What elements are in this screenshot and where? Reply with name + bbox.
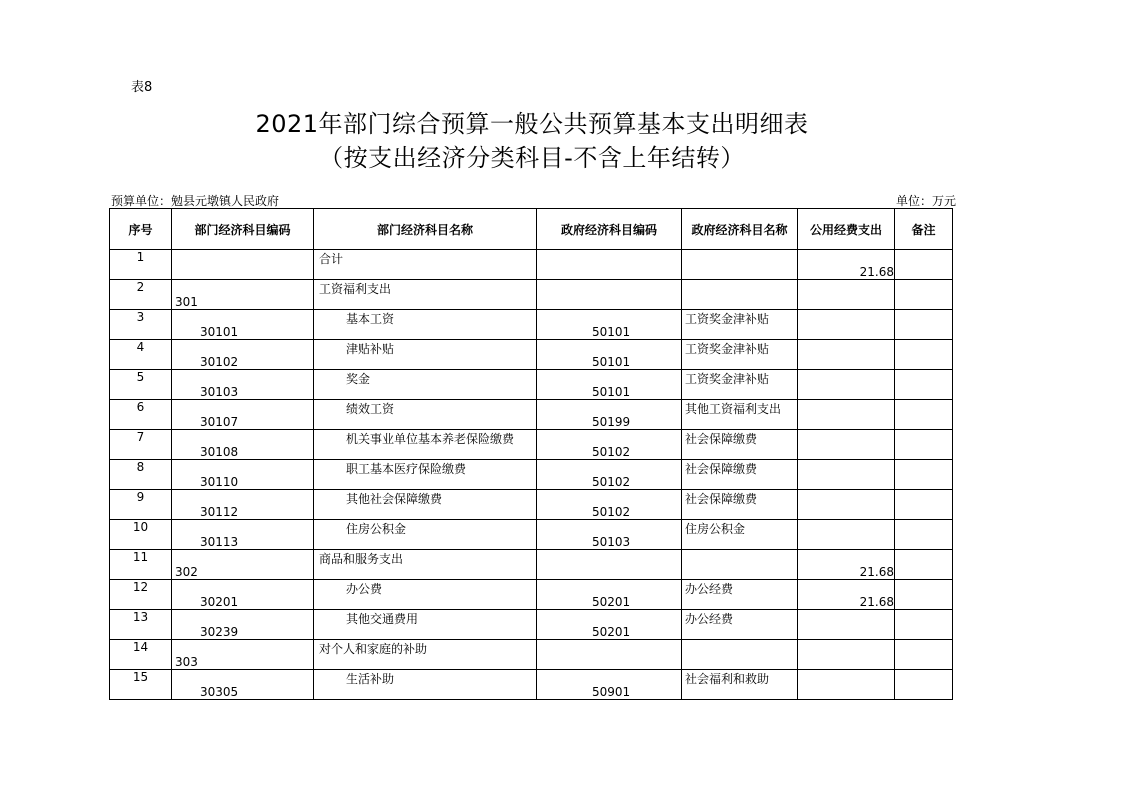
cell-no: 14 xyxy=(110,640,172,670)
dept-code-text: 30101 xyxy=(200,325,239,339)
cell-no: 10 xyxy=(110,520,172,550)
cell-amount xyxy=(798,520,895,550)
table-row xyxy=(110,550,953,580)
gov-name-text: 工资奖金津补贴 xyxy=(685,342,770,356)
cell-no: 4 xyxy=(110,340,172,370)
dept-code-text: 302 xyxy=(175,565,198,579)
cell-amount xyxy=(798,670,895,700)
cell-gov-code xyxy=(537,280,682,310)
table-row xyxy=(110,670,953,700)
cell-note xyxy=(895,670,953,700)
cell-dept-name xyxy=(314,310,537,340)
table-row xyxy=(110,460,953,490)
table-row xyxy=(110,310,953,340)
header-dept-code: 部门经济科目编码 xyxy=(172,209,314,250)
cell-gov-name xyxy=(682,280,798,310)
cell-amount: 21.68 xyxy=(798,550,895,580)
cell-dept-code xyxy=(172,580,314,610)
cell-gov-code xyxy=(537,490,682,520)
cell-amount xyxy=(798,610,895,640)
cell-dept-code xyxy=(172,460,314,490)
cell-gov-name xyxy=(682,340,798,370)
cell-gov-name xyxy=(682,250,798,280)
cell-note xyxy=(895,640,953,670)
table-row xyxy=(110,490,953,520)
dept-name-text: 其他社会保障缴费 xyxy=(346,492,443,506)
gov-name-text: 社会保障缴费 xyxy=(685,492,758,506)
cell-gov-code xyxy=(537,520,682,550)
table-row xyxy=(110,280,953,310)
header-dept-name: 部门经济科目名称 xyxy=(314,209,537,250)
gov-code-text: 50901 xyxy=(592,685,631,699)
table-row xyxy=(110,430,953,460)
cell-gov-name xyxy=(682,550,798,580)
page-title: 2021年部门综合预算一般公共预算基本支出明细表 xyxy=(255,110,809,138)
cell-amount xyxy=(798,460,895,490)
header-amount: 公用经费支出 xyxy=(798,209,895,250)
cell-gov-name xyxy=(682,580,798,610)
cell-no: 8 xyxy=(110,460,172,490)
dept-code-text: 301 xyxy=(175,295,198,309)
cell-dept-code xyxy=(172,340,314,370)
cell-gov-code xyxy=(537,460,682,490)
table-row xyxy=(110,580,953,610)
table-number: 表8 xyxy=(131,80,153,95)
cell-note xyxy=(895,370,953,400)
dept-name-text: 对个人和家庭的补助 xyxy=(319,642,428,656)
gov-code-text: 50102 xyxy=(592,445,631,459)
table-row xyxy=(110,400,953,430)
dept-name-text: 机关事业单位基本养老保险缴费 xyxy=(346,432,515,446)
page-subtitle: （按支出经济分类科目-不含上年结转） xyxy=(319,144,745,172)
cell-no: 13 xyxy=(110,610,172,640)
cell-dept-name xyxy=(314,460,537,490)
header-gov-code: 政府经济科目编码 xyxy=(537,209,682,250)
cell-note xyxy=(895,460,953,490)
cell-note xyxy=(895,430,953,460)
cell-no: 3 xyxy=(110,310,172,340)
header-gov-name: 政府经济科目名称 xyxy=(682,209,798,250)
table-row xyxy=(110,610,953,640)
cell-amount xyxy=(798,340,895,370)
gov-name-text: 其他工资福利支出 xyxy=(685,402,782,416)
cell-note xyxy=(895,310,953,340)
cell-note xyxy=(895,280,953,310)
dept-code-text: 30102 xyxy=(200,355,239,369)
cell-amount xyxy=(798,490,895,520)
gov-code-text: 50101 xyxy=(592,325,631,339)
cell-no: 7 xyxy=(110,430,172,460)
dept-name-text: 住房公积金 xyxy=(346,522,407,536)
cell-dept-name xyxy=(314,400,537,430)
budget-detail-table xyxy=(109,208,953,700)
header-note: 备注 xyxy=(895,209,953,250)
cell-gov-name xyxy=(682,520,798,550)
header-no: 序号 xyxy=(110,209,172,250)
gov-code-text: 50103 xyxy=(592,535,631,549)
dept-name-text: 绩效工资 xyxy=(346,402,395,416)
dept-code-text: 30201 xyxy=(200,595,239,609)
cell-amount: 21.68 xyxy=(798,580,895,610)
dept-code-text: 303 xyxy=(175,655,198,669)
dept-name-text: 奖金 xyxy=(346,372,371,386)
cell-dept-name xyxy=(314,670,537,700)
cell-dept-name xyxy=(314,340,537,370)
currency-unit-label: 单位：万元 xyxy=(896,194,957,208)
dept-code-text: 30107 xyxy=(200,415,239,429)
gov-name-text: 工资奖金津补贴 xyxy=(685,372,770,386)
cell-gov-name xyxy=(682,430,798,460)
gov-code-text: 50201 xyxy=(592,595,631,609)
cell-gov-code xyxy=(537,550,682,580)
cell-amount xyxy=(798,370,895,400)
cell-amount xyxy=(798,280,895,310)
gov-code-text: 50102 xyxy=(592,505,631,519)
cell-gov-code xyxy=(537,340,682,370)
cell-gov-name xyxy=(682,640,798,670)
cell-dept-code xyxy=(172,430,314,460)
dept-name-text: 办公费 xyxy=(346,582,383,596)
cell-gov-code xyxy=(537,370,682,400)
cell-gov-code xyxy=(537,310,682,340)
cell-amount xyxy=(798,430,895,460)
gov-code-text: 50201 xyxy=(592,625,631,639)
table-body xyxy=(110,250,953,700)
cell-gov-code xyxy=(537,430,682,460)
cell-note xyxy=(895,610,953,640)
cell-note xyxy=(895,400,953,430)
cell-dept-code xyxy=(172,610,314,640)
dept-name-text: 津贴补贴 xyxy=(346,342,395,356)
cell-gov-code xyxy=(537,580,682,610)
gov-code-text: 50102 xyxy=(592,475,631,489)
table-row xyxy=(110,370,953,400)
table-row xyxy=(110,340,953,370)
gov-name-text: 社会福利和救助 xyxy=(685,672,770,686)
cell-note xyxy=(895,250,953,280)
cell-note xyxy=(895,490,953,520)
cell-dept-code xyxy=(172,400,314,430)
cell-dept-name xyxy=(314,430,537,460)
cell-gov-code xyxy=(537,250,682,280)
cell-no: 15 xyxy=(110,670,172,700)
cell-dept-name xyxy=(314,370,537,400)
cell-dept-code xyxy=(172,250,314,280)
cell-dept-name xyxy=(314,520,537,550)
budget-unit-label: 预算单位：勉县元墩镇人民政府 xyxy=(111,194,280,208)
dept-name-text: 其他交通费用 xyxy=(346,612,419,626)
table-row xyxy=(110,250,953,280)
cell-dept-name xyxy=(314,640,537,670)
cell-no: 11 xyxy=(110,550,172,580)
gov-name-text: 社会保障缴费 xyxy=(685,432,758,446)
cell-dept-code xyxy=(172,370,314,400)
cell-dept-name xyxy=(314,610,537,640)
cell-dept-name xyxy=(314,580,537,610)
dept-code-text: 30113 xyxy=(200,535,239,549)
cell-note xyxy=(895,550,953,580)
dept-name-text: 基本工资 xyxy=(346,312,395,326)
dept-code-text: 30110 xyxy=(200,475,239,489)
cell-no: 9 xyxy=(110,490,172,520)
cell-dept-name xyxy=(314,550,537,580)
cell-dept-name xyxy=(314,490,537,520)
gov-name-text: 社会保障缴费 xyxy=(685,462,758,476)
cell-gov-code xyxy=(537,640,682,670)
cell-gov-name xyxy=(682,310,798,340)
cell-no: 1 xyxy=(110,250,172,280)
cell-no: 6 xyxy=(110,400,172,430)
cell-dept-code xyxy=(172,310,314,340)
table-header-row xyxy=(110,209,953,250)
table-row xyxy=(110,520,953,550)
dept-name-text: 工资福利支出 xyxy=(319,282,392,296)
gov-name-text: 办公经费 xyxy=(685,582,734,596)
cell-gov-name xyxy=(682,490,798,520)
dept-code-text: 30239 xyxy=(200,625,239,639)
cell-dept-code xyxy=(172,640,314,670)
dept-code-text: 30103 xyxy=(200,385,239,399)
cell-dept-code xyxy=(172,280,314,310)
cell-dept-name xyxy=(314,280,537,310)
cell-gov-name xyxy=(682,670,798,700)
dept-name-text: 生活补助 xyxy=(346,672,395,686)
cell-dept-code xyxy=(172,670,314,700)
cell-amount xyxy=(798,640,895,670)
cell-gov-name xyxy=(682,610,798,640)
cell-gov-code xyxy=(537,610,682,640)
cell-gov-code xyxy=(537,670,682,700)
cell-no: 5 xyxy=(110,370,172,400)
dept-name-text: 职工基本医疗保险缴费 xyxy=(346,462,467,476)
cell-dept-name xyxy=(314,250,537,280)
gov-name-text: 办公经费 xyxy=(685,612,734,626)
cell-amount: 21.68 xyxy=(798,250,895,280)
cell-amount xyxy=(798,400,895,430)
table-row xyxy=(110,640,953,670)
cell-dept-code xyxy=(172,490,314,520)
gov-code-text: 50101 xyxy=(592,385,631,399)
cell-dept-code xyxy=(172,550,314,580)
cell-gov-name xyxy=(682,370,798,400)
cell-gov-code xyxy=(537,400,682,430)
dept-code-text: 30112 xyxy=(200,505,239,519)
dept-code-text: 30305 xyxy=(200,685,239,699)
cell-amount xyxy=(798,310,895,340)
gov-name-text: 住房公积金 xyxy=(685,522,746,536)
cell-gov-name xyxy=(682,400,798,430)
dept-name-text: 合计 xyxy=(319,252,344,266)
cell-gov-name xyxy=(682,460,798,490)
gov-code-text: 50199 xyxy=(592,415,631,429)
cell-note xyxy=(895,580,953,610)
gov-code-text: 50101 xyxy=(592,355,631,369)
cell-no: 12 xyxy=(110,580,172,610)
gov-name-text: 工资奖金津补贴 xyxy=(685,312,770,326)
cell-dept-code xyxy=(172,520,314,550)
cell-note xyxy=(895,340,953,370)
dept-name-text: 商品和服务支出 xyxy=(319,552,404,566)
cell-no: 2 xyxy=(110,280,172,310)
dept-code-text: 30108 xyxy=(200,445,239,459)
cell-note xyxy=(895,520,953,550)
